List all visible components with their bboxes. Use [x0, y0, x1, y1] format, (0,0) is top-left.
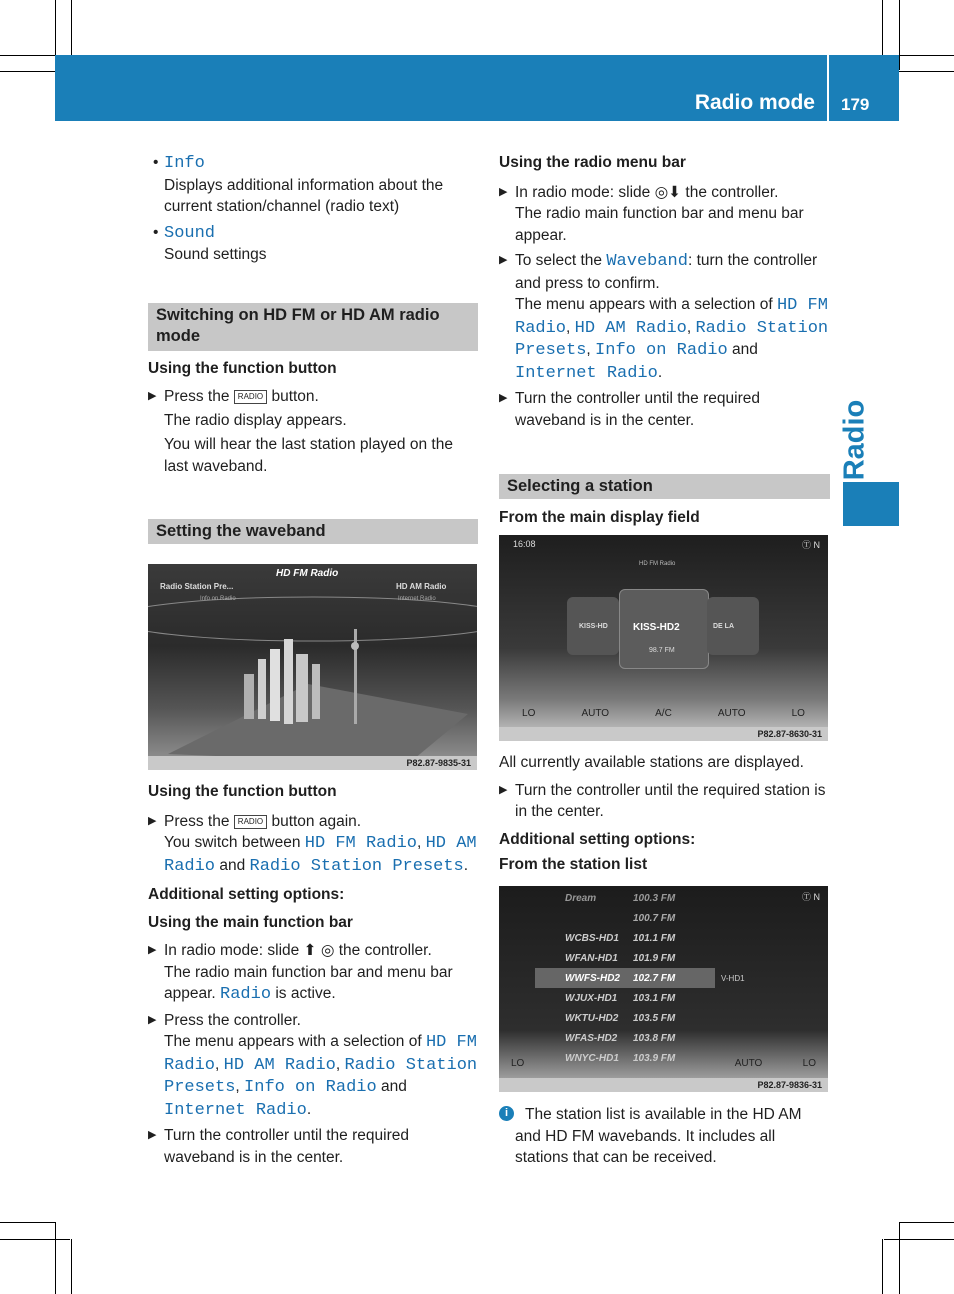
image-code: P82.87-9836-31: [757, 1080, 822, 1090]
waveband-screen-image: [148, 564, 477, 770]
subheading: From the main display field: [499, 509, 700, 526]
slide-up-icon: ⬆ ◎: [303, 942, 335, 959]
body-text: All currently available stations are displayed.: [499, 754, 804, 771]
station-list: Dream 100.3 FM 100.7 FM WCBS-HD1 101.1 FM WFAN-HD1 101.9 FM WWFS-HD2 102.7 FM WJUX-HD1 103.1 FM WKTU-HD2 103.5 FM WFAS-HD2 103.8 FM WNYC-HD1 103.9 FM: [535, 888, 715, 1068]
sound-description: Sound settings: [164, 246, 267, 263]
result-text: You will hear the last station played on the last waveband.: [164, 436, 453, 475]
nav-compass-icon: Ⓣ N: [801, 540, 820, 550]
note-block: [499, 1104, 830, 1169]
crop-mark: [899, 1222, 954, 1223]
image-code: P82.87-8630-31: [757, 729, 822, 739]
crop-mark: [884, 1239, 954, 1240]
crop-mark: [55, 1222, 56, 1294]
instruction-step: ▶ Turn the controller until the required waveband is in the center.: [148, 1127, 409, 1166]
header-divider: [827, 55, 829, 121]
list-item: • Sound: [153, 223, 216, 243]
crop-mark: [899, 1222, 900, 1294]
menu-term-info: Info: [164, 154, 205, 173]
clock: 16:08: [513, 539, 536, 549]
slide-down-icon: ◎⬇: [654, 183, 682, 201]
section-heading: Setting the waveband: [148, 519, 478, 544]
image-code: P82.87-9835-31: [406, 758, 471, 768]
crop-mark: [882, 1239, 883, 1294]
right-column: [499, 152, 830, 529]
station-list-image: [499, 886, 828, 1092]
screen-menu-item: HD AM Radio: [396, 582, 447, 591]
radio-key-icon: RADIO: [234, 390, 267, 404]
subheading: Using the function button: [148, 359, 337, 377]
left-column: [148, 152, 478, 544]
section-heading: Selecting a station: [499, 474, 830, 499]
subheading: Using the radio menu bar: [499, 154, 686, 171]
side-tab: [843, 482, 899, 526]
crop-mark: [71, 0, 72, 55]
radio-key-icon: RADIO: [234, 815, 267, 829]
subheading: Additional setting options:: [148, 886, 345, 903]
page-header: [55, 55, 899, 121]
page-number: 179: [841, 95, 870, 114]
instruction-step: ▶ Turn the controller until the required station is in the center.: [499, 781, 826, 820]
side-tab-label: Radio: [838, 399, 871, 481]
subheading: Using the function button: [148, 783, 337, 800]
section-heading: Switching on HD FM or HD AM radio mode: [148, 303, 478, 351]
climate-bar: LO AUTO A/C AUTO LO: [522, 707, 805, 719]
station-name: DE LA: [713, 623, 734, 630]
left-column-lower: [148, 781, 478, 1168]
nav-compass-icon: Ⓣ N: [801, 892, 820, 902]
instruction-step: ▶ In radio mode: slide ⬆ ◎ the controller.: [148, 942, 432, 959]
station-name: KISS-HD: [579, 623, 608, 630]
crop-mark: [71, 1239, 72, 1294]
result-text: The radio display appears.: [164, 411, 347, 429]
side-station-label: V-HD1: [721, 974, 745, 983]
instruction-step: ▶ Press the RADIO button.: [148, 388, 319, 405]
note-text: The station list is available in the HD AM and HD FM wavebands. It includes all stations that can be received.: [515, 1106, 802, 1166]
subheading: Additional setting options:: [499, 830, 696, 848]
result-text: The radio main function bar and menu bar appear. Radio is active.: [164, 963, 453, 1004]
instruction-step: ▶ Turn the controller until the required waveband is in the center.: [499, 390, 760, 429]
result-text: The menu appears with a selection of HD FM Radio, HD AM Radio, Radio Station Presets, Info on Radio and Internet Radio.: [164, 1033, 478, 1120]
page-title: Radio mode: [694, 91, 815, 114]
subheading: Using the main function bar: [148, 913, 353, 931]
station-name-selected: KISS-HD2: [633, 622, 680, 633]
instruction-step: ▶ In radio mode: slide ◎⬇ the controller.: [499, 183, 779, 201]
crop-mark: [0, 55, 55, 56]
station-frequency: 98.7 FM: [649, 647, 675, 654]
main-display-image: [499, 535, 828, 741]
menu-term-sound: Sound: [164, 223, 216, 243]
selected-station-row: WWFS-HD2 102.7 FM: [535, 968, 715, 988]
crop-mark: [0, 1239, 70, 1240]
subheading: From the station list: [499, 856, 648, 873]
screen-menu-item: Internet Radio: [398, 596, 436, 602]
climate-bar: LO AUTO LO: [511, 1057, 816, 1069]
screen-menu-item: Info on Radio: [200, 596, 236, 602]
list-item: • Info: [153, 154, 205, 173]
result-text: You switch between HD FM Radio, HD AM Radio and Radio Station Presets.: [164, 834, 477, 876]
result-text: The radio main function bar and menu bar appear.: [515, 205, 804, 244]
crop-mark: [899, 55, 954, 56]
screen-title: HD FM Radio: [639, 561, 676, 567]
info-icon: i: [499, 1106, 514, 1121]
screen-title: HD FM Radio: [276, 568, 339, 579]
crop-mark: [882, 0, 883, 55]
right-column-lower: [499, 752, 830, 876]
screen-menu-item: Radio Station Pre...: [160, 582, 234, 591]
instruction-step: ▶ Press the RADIO button again.: [148, 812, 362, 830]
info-description: Displays additional information about the current station/channel (radio text): [164, 176, 444, 215]
instruction-step: ▶ To select the Waveband: turn the controller and press to confirm.: [499, 252, 818, 292]
crop-mark: [899, 0, 900, 70]
city-illustration: [148, 564, 477, 770]
crop-mark: [0, 1222, 55, 1223]
result-text: The menu appears with a selection of HD FM Radio, HD AM Radio, Radio Station Presets, Info on Radio and Internet Radio.: [515, 296, 829, 383]
instruction-step: ▶ Press the controller.: [148, 1011, 301, 1029]
